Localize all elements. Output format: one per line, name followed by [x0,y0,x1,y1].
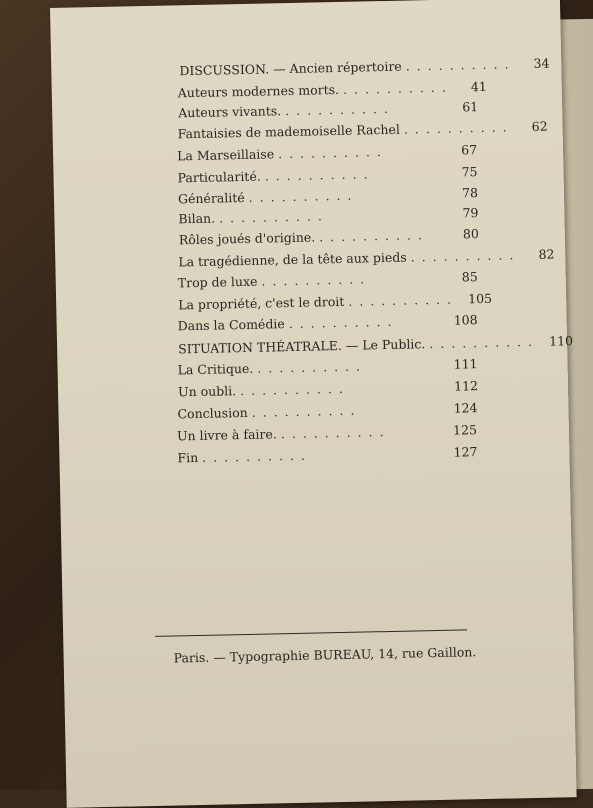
toc-entry-page: 111 [453,356,478,372]
toc-entry [178,290,493,313]
toc-entry [177,356,477,377]
toc-entry [178,312,478,333]
leader-dots: .......... [429,333,540,352]
toc-entry-title: Généralité [177,189,245,207]
toc-entry-title: Auteurs modernes morts. [177,81,340,101]
toc-entry-page: 80 [462,226,479,242]
toc-entry-title: Auteurs vivants. [178,103,282,121]
toc-entry-title: Dans la Comédie [177,316,285,334]
toc-entry-title: Trop de luxe [177,273,258,291]
leader-dots: .......... [284,100,396,119]
toc-entry-title: Bilan. [178,210,216,227]
toc-entry-page: 125 [452,422,478,438]
toc-entry [178,333,574,357]
toc-entry [177,444,477,465]
toc-entry-page: 34 [533,55,550,71]
toc-entry-page: 41 [470,78,487,95]
toc-entry-page: 61 [462,99,479,115]
book-page [50,0,577,808]
toc-entry-page: 78 [461,185,479,201]
toc-entry [177,78,487,101]
toc-entry [177,118,548,142]
toc-entry [178,99,478,120]
leader-dots: .......... [288,313,399,332]
toc-entry [177,422,477,443]
toc-entry [177,164,477,185]
toc-entry-page: 85 [461,269,478,285]
toc-entry-title: La Marseillaise [176,146,275,164]
toc-entry-page: 108 [453,312,478,328]
leader-dots: .......... [240,380,351,399]
leader-dots: .......... [248,187,359,205]
leader-dots: .......... [202,447,313,465]
toc-entry-title: Conclusion [177,404,248,422]
toc-entry [178,205,478,226]
toc-entry [179,55,550,79]
toc-entry-page: 110 [549,333,574,349]
toc-entry-title: La propriété, c'est le droit [178,293,345,313]
toc-entry-page: 105 [468,290,493,307]
toc-entry-page: 127 [453,444,478,460]
leader-dots: .......... [403,119,514,137]
toc-entry-title: Un oubli. [177,383,237,400]
toc-entry [178,269,478,290]
toc-entry-page: 79 [462,205,479,221]
leader-dots: .......... [319,227,430,245]
toc-entry-page: 82 [538,246,555,262]
leader-dots: .......... [277,143,389,162]
toc-entry-title: Un livre à faire. [176,426,277,444]
toc-entry [177,142,477,163]
leader-dots: .......... [405,56,516,74]
leader-dots: .......... [264,166,375,184]
toc-entry [178,246,555,270]
toc-entry [179,226,479,247]
toc-entry-page: 124 [453,400,478,416]
leader-dots: .......... [348,291,459,309]
toc-entry-title: Fin [177,449,199,466]
toc-entry-title: Fantaisies de mademoiselle Rachel [177,121,401,142]
printer-imprint: Paris. — Typographie BUREAU, 14, rue Gaillon. [173,644,477,666]
toc-entry-title: Particularité. [177,168,261,186]
leader-dots: .......... [251,402,362,420]
toc-entry-page: 112 [453,378,479,394]
leader-dots: .......... [261,271,372,289]
leader-dots: .......... [410,247,521,265]
toc-entry-page: 75 [461,164,478,180]
toc-entry-title: SITUATION THÉATRALE. — Le Public. [178,336,426,357]
toc-entry-title: Rôles joués d'origine. [178,229,316,248]
leader-dots: .......... [342,79,453,97]
toc-entry-page: 62 [531,118,548,134]
toc-entry-title: La tragédienne, de la tête aux pieds [178,249,407,270]
toc-entry [178,378,478,399]
toc-entry-title: La Critique. [177,360,254,378]
leader-dots: .......... [280,423,391,442]
toc-entry-page: 67 [460,142,478,158]
toc-entry [177,400,477,421]
leader-dots: .......... [257,358,368,376]
toc-entry [178,185,478,206]
horizontal-rule [155,629,467,637]
toc-entry-title: DISCUSSION. — Ancien répertoire [179,58,402,79]
leader-dots: .......... [218,208,329,226]
